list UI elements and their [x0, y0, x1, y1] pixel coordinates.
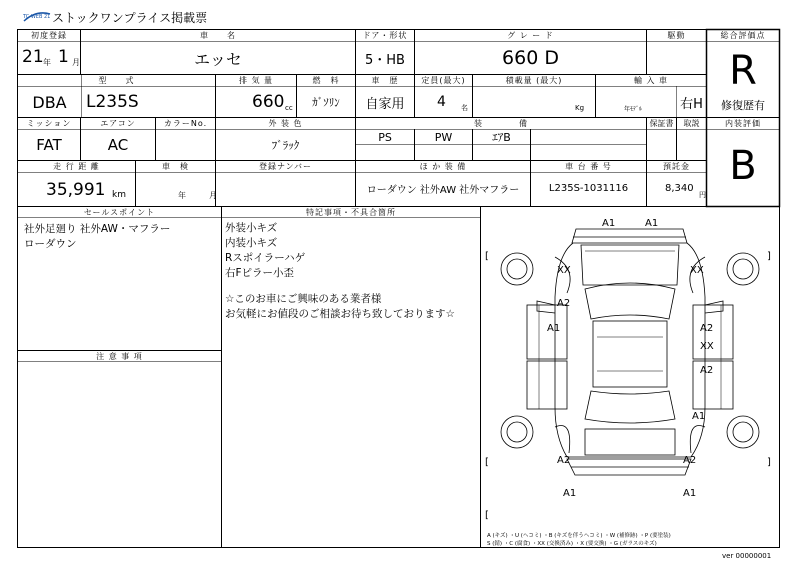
- color-no-label: カラーNo.: [163, 119, 208, 128]
- chassis-number-value: L235S-1031116: [548, 182, 629, 194]
- special-note-line: ☆このお車にご興味のある業者様: [225, 293, 382, 305]
- legend-line: S (錆) ・C (腐食) ・XX (交換済み) ・X (要交換) ・G (ガラスのキズ): [487, 541, 657, 547]
- repair-history-badge: 修復歴有: [721, 99, 765, 112]
- car-name-label: 車 名: [200, 31, 236, 40]
- mileage-unit: km: [112, 190, 126, 200]
- version-text: ver 00000001: [722, 552, 772, 560]
- mileage-label: 走 行 距 離: [53, 162, 100, 171]
- handle-value: 右H: [680, 96, 703, 112]
- equipment-item: PS: [378, 130, 392, 144]
- mark-fl-fender: XX: [557, 265, 571, 276]
- equipment-item: ｴｱB: [492, 131, 511, 144]
- deposit-unit: 円: [699, 191, 706, 199]
- mark-left-rear: A2: [557, 455, 571, 466]
- aircon-label: エアコン: [100, 119, 136, 128]
- reg-number-label: 登録ナンバー: [258, 162, 313, 171]
- capacity-unit: 名: [461, 104, 468, 112]
- mark-right-door-a2: A2: [700, 323, 714, 334]
- mileage-value: 35,991: [46, 180, 106, 200]
- mark-fr-fender: XX: [690, 265, 704, 276]
- bracket-open: [: [485, 457, 489, 468]
- displacement-value: 660: [252, 92, 285, 112]
- history-label: 車 歴: [371, 76, 399, 85]
- mark-right-rear: A2: [683, 455, 697, 466]
- load-label: 積載量 (最大): [505, 76, 563, 85]
- model-label: 型 式: [98, 76, 135, 85]
- svg-text:TC-WEB 21: TC-WEB 21: [23, 14, 51, 20]
- grade-label: グ レ ー ド: [507, 31, 554, 40]
- chassis-number-label: 車 台 番 号: [565, 162, 612, 171]
- special-note-line: お気軽にお値段のご相談お待ち致しております☆: [225, 308, 455, 320]
- car-damage-diagram: [481, 207, 779, 547]
- page-title: ストックワンプライス掲載票: [52, 10, 208, 25]
- first-reg-month: 1: [58, 47, 69, 67]
- inspection-label: 車 検: [162, 162, 189, 171]
- import-year-unit: 年ﾓﾃﾞﾙ: [624, 105, 643, 113]
- other-equipment-value: ローダウン 社外AW 社外マフラー: [366, 184, 520, 196]
- drive-label: 駆動: [667, 31, 686, 40]
- mark-right-quarter: A1: [692, 411, 706, 422]
- mark-right-rear-door: A2: [700, 365, 714, 376]
- car-name-value: エッセ: [194, 49, 242, 69]
- deposit-value: 8,340: [665, 182, 694, 194]
- special-note-line: 右Fピラー小歪: [225, 267, 295, 279]
- other-equipment-label: ほ か 装 備: [419, 162, 467, 171]
- fuel-value: ｶﾞｿﾘﾝ: [312, 96, 340, 109]
- special-notes-label: 特記事項・不具合箇所: [306, 207, 396, 217]
- history-value: 自家用: [365, 96, 405, 112]
- load-unit: Kg: [575, 104, 585, 112]
- mark-front-right: A1: [645, 218, 659, 229]
- legend-line: A (キズ) ・U (ヘコミ) ・B (キズを伴うヘコミ) ・W (補修跡) ・P (要塗装): [487, 533, 671, 539]
- import-label: 輸 入 車: [633, 76, 669, 85]
- manual-label: 取説: [683, 119, 700, 128]
- overall-rating-value: R: [729, 48, 757, 94]
- sales-point-line: 社外足廻り 社外AW・マフラー: [24, 223, 171, 235]
- capacity-value: 4: [437, 94, 446, 110]
- mark-rear-bumper-left: A1: [563, 488, 577, 499]
- notes-label: 注 意 事 項: [96, 351, 143, 361]
- special-note-line: Rスポイラーハゲ: [225, 252, 306, 264]
- equipment-label: 装 備: [474, 119, 528, 128]
- interior-rating-label: 内装評価: [725, 119, 761, 128]
- special-note-line: 外装小キズ: [225, 222, 278, 234]
- grade-value: 660 D: [502, 47, 559, 69]
- door-shape-label: ドア・形状: [362, 31, 408, 40]
- sales-points-label: セールスポイント: [83, 207, 156, 217]
- interior-rating-value: B: [729, 143, 757, 189]
- mission-value: FAT: [36, 136, 62, 154]
- equipment-item: PW: [434, 130, 453, 144]
- mark-fl-door-top: A2: [557, 298, 571, 309]
- first-reg-month-unit: 月: [72, 57, 80, 67]
- displacement-unit: cc: [285, 104, 293, 112]
- bracket-close: ]: [767, 251, 771, 262]
- bracket-open: [: [485, 251, 489, 262]
- drive-value: [647, 42, 706, 74]
- inspection-year: 年: [178, 190, 186, 200]
- sales-point-line: ローダウン: [24, 238, 77, 250]
- model-prefix: DBA: [32, 92, 67, 112]
- overall-rating-label: 総合評価点: [720, 31, 766, 40]
- mark-left-door: A1: [547, 323, 561, 334]
- mark-right-door-xx: XX: [700, 341, 714, 352]
- first-reg-year: 21: [22, 47, 44, 67]
- mark-front-left: A1: [602, 218, 616, 229]
- capacity-label: 定員(最大): [421, 76, 466, 85]
- special-note-line: 内装小キズ: [225, 237, 278, 249]
- mission-label: ミッション: [26, 119, 72, 128]
- displacement-label: 排 気 量: [238, 76, 274, 85]
- deposit-label: 預託金: [663, 162, 690, 171]
- door-shape-value: 5・HB: [365, 52, 405, 68]
- first-reg-label: 初度登録: [31, 31, 67, 40]
- fuel-label: 燃 料: [312, 76, 340, 85]
- bracket-close: ]: [767, 457, 771, 468]
- first-reg-year-unit: 年: [43, 57, 51, 67]
- warranty-label: 保証書: [649, 119, 674, 128]
- exterior-color-value: ﾌﾞﾗｯｸ: [271, 139, 300, 152]
- bracket-open: [: [485, 510, 489, 521]
- exterior-color-label: 外 装 色: [268, 119, 303, 128]
- aircon-value: AC: [107, 136, 129, 154]
- model-value: L235S: [86, 92, 139, 112]
- inspection-month: 月: [209, 190, 217, 200]
- mark-rear-bumper-right: A1: [683, 488, 697, 499]
